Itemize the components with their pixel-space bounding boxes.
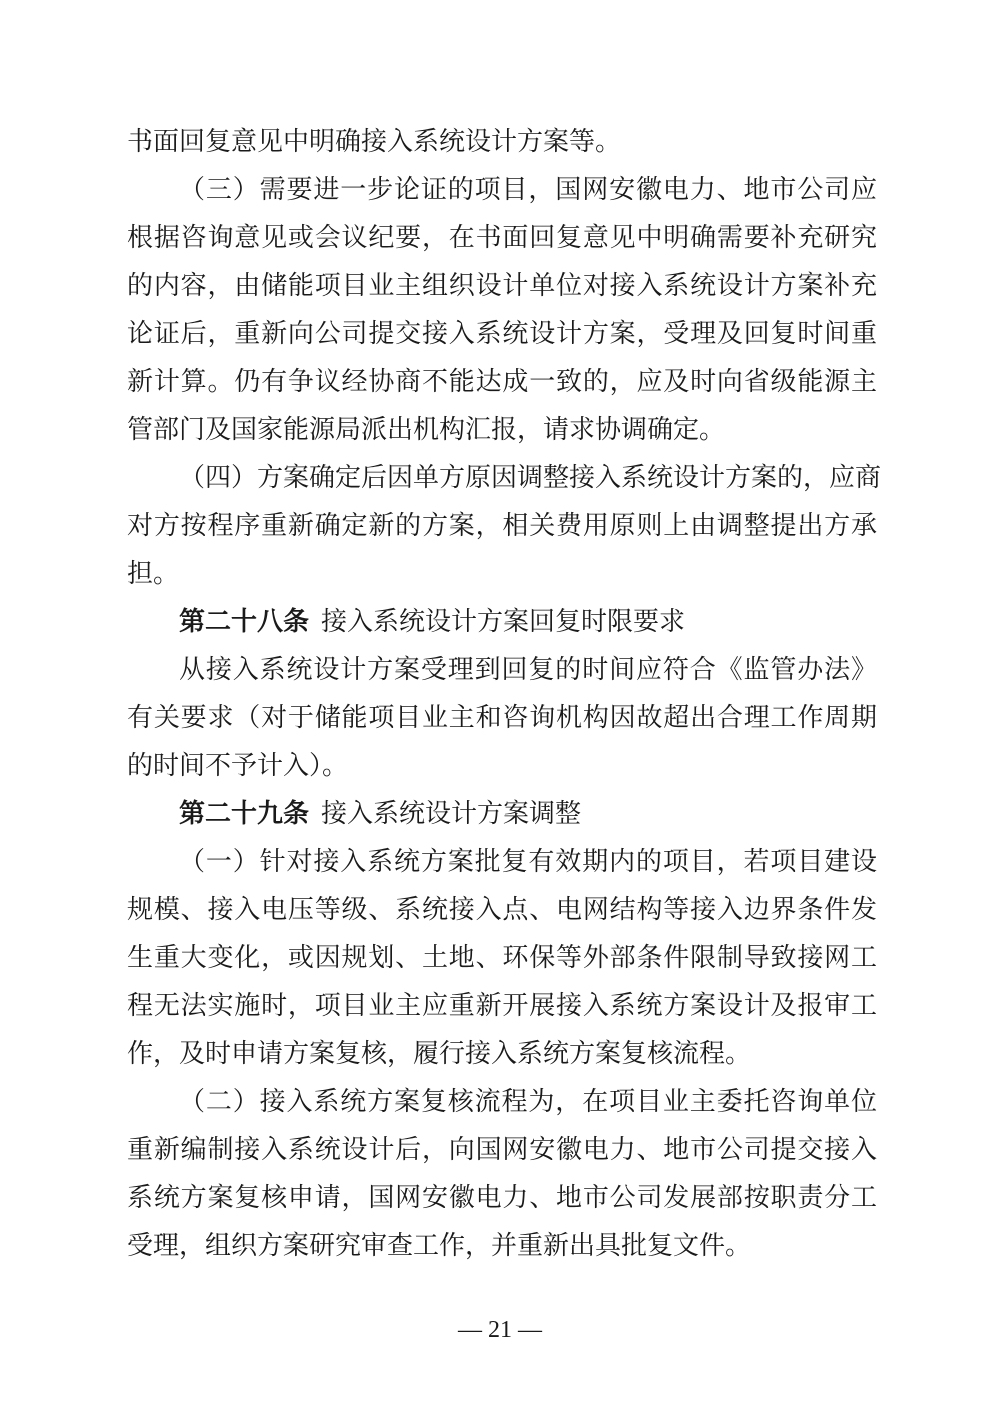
text-line: 受理，组织方案研究审查工作，并重新出具批复文件。 bbox=[127, 1231, 752, 1261]
text-line: 的内容，由储能项目业主组织设计单位对接入系统设计方案补充 bbox=[127, 271, 877, 301]
text-line: 重新编制接入系统设计后，向国网安徽电力、地市公司提交接入 bbox=[127, 1135, 877, 1165]
article-28-body-start: 从接入系统设计方案受理到回复的时间应符合《监管办法》 bbox=[179, 655, 877, 685]
article-29-title: 接入系统设计方案调整 bbox=[321, 799, 582, 829]
text-line: 系统方案复核申请，国网安徽电力、地市公司发展部按职责分工 bbox=[127, 1183, 877, 1213]
text-line: 新计算。仍有争议经协商不能达成一致的，应及时向省级能源主 bbox=[127, 367, 877, 397]
article-28-heading bbox=[127, 598, 877, 646]
page-number: — 21 — bbox=[458, 1317, 542, 1343]
paragraph-2-start: （二）接入系统方案复核流程为，在项目业主委托咨询单位 bbox=[179, 1087, 877, 1117]
text-line: 有关要求（对于储能项目业主和咨询机构因故超出合理工作周期 bbox=[127, 703, 877, 733]
article-29-number: 第二十九条 bbox=[179, 799, 310, 829]
text-line: 担。 bbox=[127, 559, 180, 589]
text-line: 根据咨询意见或会议纪要，在书面回复意见中明确需要补充研究 bbox=[127, 223, 877, 253]
text-line: 论证后，重新向公司提交接入系统设计方案，受理及回复时间重 bbox=[127, 319, 877, 349]
text-line: 程无法实施时，项目业主应重新开展接入系统方案设计及报审工 bbox=[127, 991, 877, 1021]
paragraph-4-start: （四）方案确定后因单方原因调整接入系统设计方案的，应商 bbox=[179, 463, 882, 493]
paragraph-3-start: （三）需要进一步论证的项目，国网安徽电力、地市公司应 bbox=[179, 175, 877, 205]
text-line: 管部门及国家能源局派出机构汇报，请求协调确定。 bbox=[127, 415, 726, 445]
paragraph-1-start: （一）针对接入系统方案批复有效期内的项目，若项目建设 bbox=[179, 847, 877, 877]
text-line: 对方按程序重新确定新的方案，相关费用原则上由调整提出方承 bbox=[127, 511, 877, 541]
body-text bbox=[127, 118, 882, 1270]
text-line: 的时间不予计入）。 bbox=[127, 751, 349, 781]
text-line: 书面回复意见中明确接入系统设计方案等。 bbox=[127, 127, 622, 157]
text-line: 规模、接入电压等级、系统接入点、电网结构等接入边界条件发 bbox=[127, 895, 877, 925]
text-line: 生重大变化，或因规划、土地、环保等外部条件限制导致接网工 bbox=[127, 943, 877, 973]
article-29-heading bbox=[127, 790, 877, 838]
text-line: 作，及时申请方案复核，履行接入系统方案复核流程。 bbox=[127, 1039, 752, 1069]
article-28-number: 第二十八条 bbox=[179, 607, 310, 637]
article-28-title: 接入系统设计方案回复时限要求 bbox=[321, 607, 686, 637]
